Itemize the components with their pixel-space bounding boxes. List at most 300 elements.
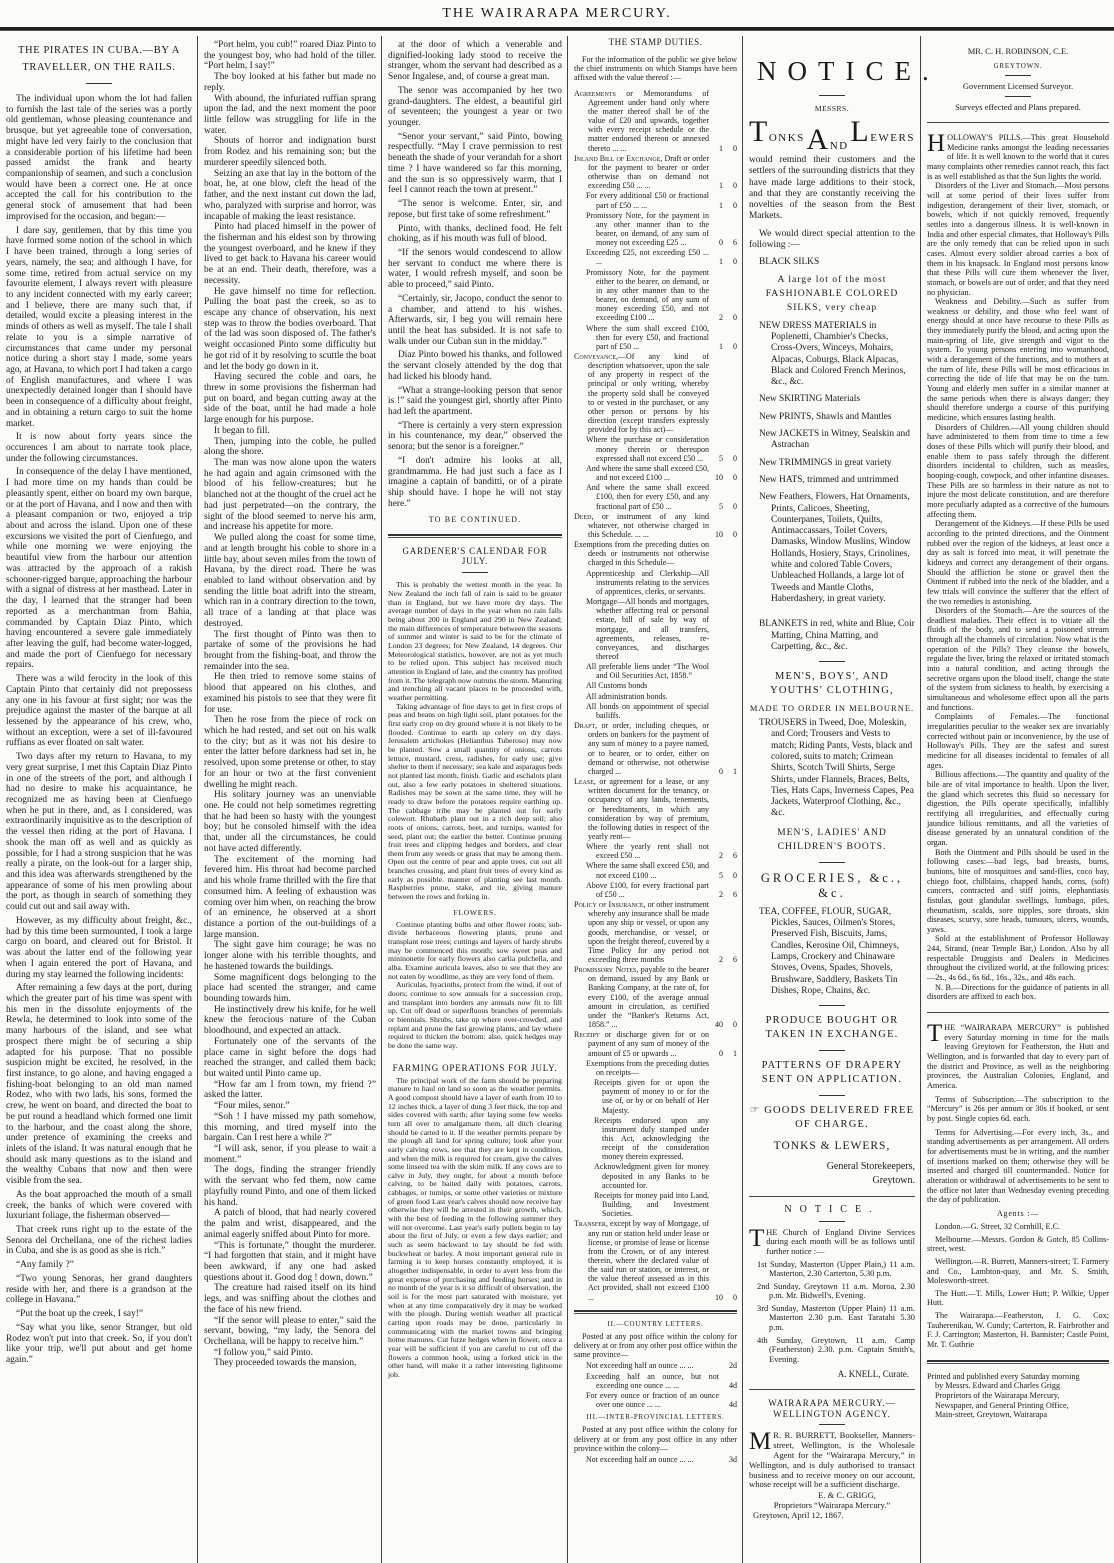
- story-paragraph: The sight gave him courage; he was no longer alone with his terrible thoughts, and he hastened towards the buildings.: [204, 940, 376, 972]
- country-letters-heading: II.—COUNTRY LETTERS.: [607, 1319, 704, 1328]
- holloway-paragraph: Weakness and Debility.—Such as suffer from weakness or debility, and those who feel want of energy should at once have recourse to these Pills as they immediately purify the blood, and acting upon the main-spring of life, give strength and vigor to the system. To young persons entering into womanhood, with a derangement of the functions, and to mothers at the turn of life, these Pills will be most efficacious in correcting the tide of life that may be on the turn. Young and elderly men suffer in a similar manner at the same periods when there is always danger; they should therefore undergo a course of this purifying medicine, which ensures lasting health.: [927, 297, 1109, 423]
- story-paragraph: After remaining a few days at the port, during which the greater part of his time was spent with his men in the dissolute enjoyments of the Rewla, he determined to look into some of the many harbours of the island, and see what prospect there might be of securing a ship adapted for his purpose. That no possible suspicion might be excited, he resolved, in the first instance, to go alone, and having engaged a fishing-boat belonging to an old man named Rodez, who with two lads, his sons, formed the crew, he went on board, and directed the boat to be put round a headland which formed one limit to the harbour, and the coast along the shore, under pretence of examining the creeks and inlets of the island. It was natural enough that he should ask many questions as to the island and the wealthy Cubans that now and then were visible from the sea.: [6, 983, 192, 1187]
- holloway-paragraph: Sold at the establishment of Professor Holloway 244, Strand, (near Temple Bar,) London. Also by all respectable Druggists and Dealers in Medicines throughout the civilized world, at the following prices:—2s., 4s 6d., 6s 6d., 16s., 32s., and 48s each.: [927, 934, 1109, 983]
- holloway-paragraph: N. B.—Directions for the guidance of patients in all disorders are affixed to each box.: [927, 982, 1109, 1002]
- story-paragraph: He then tried to remove some stains of blood that appeared on his clothes, and examined his pistols to see that they were fit for use.: [204, 672, 376, 715]
- story-paragraph: They proceeded towards the mansion,: [214, 1358, 357, 1369]
- holloway-paragraph: Billious affections.—The quantity and quality of the bile are of vital importance to health. Upon the liver, the gland which secretes this fluid so necessary for digestion, the Pills operate specifically, infallibly rectifying all irregularities, and effectually curing jaundice bilious remittants, and all the varieties of disease generated by an unnatural condition of the organ.: [927, 770, 1109, 847]
- stamp-duty-label: [574, 1116, 709, 1162]
- story-paragraph: “If the senors would condescend to allow her servant to conduct me where there is water, I would refresh myself, and soon be able to proceed,” said Pinto.: [388, 247, 562, 291]
- country-letters-intro: Posted at any post office within the colony for delivery at or from any other post office within the same province—: [574, 1331, 737, 1360]
- delivered-line: [749, 1104, 915, 1132]
- story-paragraph: The dogs, finding the stranger friendly with the servant who fed them, now came playfully round Pinto, and one of them licked his hand.: [204, 1165, 376, 1208]
- story-paragraph: A patch of blood, that had nearly covered the palm and wrist, disappeared, and the animal eagerly sniffed about Pinto for more.: [204, 1208, 376, 1240]
- stamp-duty-label: [574, 1078, 709, 1115]
- story-paragraph: “Say what you like, senor Stranger, but old Rodez won't put into that creek. So, if you don't like your trip, we'll put about and get home again.”: [6, 1322, 192, 1365]
- agent-entry: The Hutt.—T. Mills, Lower Hutt; P. Wilkie, Upper Hutt.: [927, 1288, 1109, 1308]
- stamp-duty-row: [574, 464, 737, 482]
- agency-proprietors: Proprietors “Wairarapa Mercury.”: [773, 1500, 891, 1511]
- stamp-duty-row: [574, 1030, 737, 1057]
- duty-shillings: 40: [715, 1020, 723, 1030]
- mercury-intro: THE “WAIRARAPA MERCURY” is published every Saturday morning in time for the mails leaving Greytown for Featherston, the Hutt and Wellington, and is forwarded that day to every part of the district and Province, as well as the neighboring provinces, the Australian Colonies, England, and America.: [927, 1020, 1109, 1090]
- stamp-duty-head: Transfer,: [574, 1219, 608, 1229]
- duty-pence: 0: [733, 870, 737, 880]
- story-paragraph: As the boat approached the mouth of a small creek, the banks of which were covered with luxuriant foliage, the fisherman observed—: [6, 1189, 192, 1222]
- stamp-duty-row: [574, 435, 737, 462]
- imprint-line: Printed and published every Saturday morning: [927, 1371, 1080, 1381]
- stamp-duty-text: Receipts endorsed upon any instrument duly stamped under this Act, acknowledging the receipt of the consideration money therein expressed.: [594, 1115, 709, 1162]
- agent-entry: The Wairarapa.—Featherston, J. G. Cox; Tauherenikau, W. Cundy; Carterton, R. Fairbrother and F. J. Carrington; Masterton, H. Bannister; Castle Point, Mr. T. Guthrie: [927, 1311, 1109, 1350]
- stamp-duty-label: [574, 512, 709, 539]
- duty-shillings: 5: [719, 453, 723, 463]
- groceries-heading: GROCERIES, &c., &c.: [760, 870, 904, 900]
- stamp-duty-row: [574, 89, 737, 153]
- stamp-duty-label: [574, 248, 709, 266]
- church-signed: A. KNELL, Curate.: [837, 1369, 909, 1380]
- agency-title: WAIRARAPA MERCURY.—WELLINGTON AGENCY.: [768, 1398, 896, 1420]
- stamp-duty-head: Draft,: [574, 721, 598, 731]
- inter-provincial-rates: [574, 1455, 737, 1464]
- holloway-paragraph: Both the Ointment and Pills should be used in the following cases:—bad legs, bad breasts, burns, bunions, bite of mosquitoes and sand-flies, coco bay, chiego foot, chilblains, chapped hands, corns, (soft) cancers, contracted and stiff joints, elephantiasis fistulas, gout glandular swellings, lumbago, piles, rheumatism, scalds, sore nipples, sore throats, skin diseases, scurvy, sore heads, tumours, ulcers, wounds, yaws.: [927, 847, 1109, 934]
- agency-signed: E. & C. GRIGG,: [818, 1490, 876, 1501]
- story-paragraph: “The senor is welcome. Enter, sir, and repose, but first take of some refreshment.”: [388, 199, 562, 220]
- stamp-duty-label: [574, 842, 709, 860]
- stamp-duty-text: or order, including cheques, or orders on bankers for the payment of any sum of money to a payee named, or to bearer, or to order, either on demand or otherwise, not otherwise charged ...: [588, 721, 709, 776]
- story-paragraph: Then, jumping into the coble, he pulled along the shore.: [204, 436, 376, 458]
- stamp-duty-label: [574, 597, 709, 661]
- section-rule: [388, 534, 562, 538]
- stamp-duty-text: Receipts for money paid into Land, Building, and Investment Societies.: [594, 1190, 709, 1219]
- story-paragraph: With abound, the infuriated ruffian sprang upon the lad, and the next moment the poor little fellow was struggling for life in the water.: [204, 93, 376, 136]
- farming-body: [388, 1077, 562, 1380]
- section-rule: [749, 1389, 915, 1390]
- robinson-services: Surveys effected and Plans prepared.: [955, 102, 1081, 112]
- duty-shillings: 5: [719, 501, 723, 511]
- farming-paragraph: The principal work of the farm should be preparing manure to haul on land so soon as the weather permits. A good compost should have a layer of earth from 10 to 12 inches thick, a layer of dung 3 feet thick, the top and sides covered with earth; after laying some few weeks turn all over to amalgamate them, all ditch clearing should be carted to it. If the weather permits prepare by the plough all land for spring culture; look after your early calving cows, see that they are kept in condition, and when the milk is required for cream, give the calves some linseed tea with the skim milk. If any cows are to calve in July, they ought, for about a month before calving, to be baited daily with potatoes, carrots, cabbages, or turnips, or some other varieties or mixture of green food Last year's calves should now receive hay otherwise they will be arrested in their growth, which, with the best of feeding in the following summer they will not overcome. Last year's early pullets begin to lay about the first of July, or even a few days earlier; and such as seem backward to lay should be fed with buckwheat or barley. A most important general rule in farming is to keep horses constantly employed, it is altogether indispensable, in order to avert less from the great expense of purchasing and feeding horses; and in no month of the year is it so difficult of observation, the soil is for the most part saturated with moisture, yet when at any time comparatively dry it may be worked with the plough. During wettish weather all practical carting upon roads may be done, particularly in communicating with the market towns and bringing home manures. Cut furze hedges when in flower, once a year will be sufficient if you are careful to cut off the flowers a common hook, using a forked stick in the other hand, will make it a rather interesting lightsome job.: [388, 1075, 562, 1379]
- section-rule: [749, 1196, 915, 1197]
- story-paragraph: I dare say, gentlemen, that by this time you have formed some notion of the school in which I have been trained, through a long series of years, namely, the sea; and although I have, for some time, retired from actual service on my favourite element, I always revert with pleasure to any incident connected with my early career; and I believe, there are many such that, if detailed, would excite a pleasing interest in the minds of others as well as myself. The tale I shall relate to you is a simple narrative of circumstances that came under my personal notice during a short stay I made, some years ago, at Havana, to which port I had taken a cargo of English manufactures, and where I was unexpectedly detained longer than I should have been in consequence of a difficulty about freight, and in obtaining a return cargo to suit the home market.: [6, 225, 192, 429]
- duty-pence: 6: [733, 851, 737, 861]
- story-paragraph: “Two young Senoras, her grand daughters reside with her, and there is a grandson at the college in Havana.”: [6, 1273, 192, 1306]
- flowers-paragraph: Auriculas, hyacinths, protect from the wind, if out of doors; continue to sow annuals for a succession crop, and transplant into borders any annuals now fit to fill up. Cut off dead or superfluous branches of perennials or biennials. Shrubs, take up where over-crowded, and replant and prune the fast growing plants, and lay where required to thicken the bottom: also, quick hedges may be done the same way.: [388, 980, 562, 1050]
- stamp-duty-label: [574, 702, 709, 720]
- tonks-place: Greytown.: [872, 1175, 915, 1187]
- stamp-duty-text: And where the same shall exceed £50, and not exceed £100 ...: [586, 463, 709, 483]
- postage-rate-label: Exceeding half an ounce, but not exceeding one ounce ... ...: [586, 1371, 719, 1390]
- stamp-duty-text: Exemptions from the preceding duties on receipts—: [586, 1058, 709, 1077]
- stamp-duty-label: [574, 483, 709, 510]
- column-6: [921, 36, 1114, 1563]
- stamp-duty-row: [574, 662, 737, 680]
- stamp-duty-head: Lease,: [574, 777, 596, 787]
- stamp-duty-text: or agreement for a lease, or any written document for the tenancy, or occupancy of any lands, tenements, or hereditaments, in which any consideration by way of premium, the following duties in respect of the yearly rent—: [588, 777, 709, 841]
- stamp-duty-head: Conveyance,: [574, 352, 619, 361]
- stamp-duty-text: Draft or order for the payment to bearer or order otherwise than on demand not exceeding £50 ... ...: [588, 153, 710, 191]
- stamp-duty-text: For every additional £50 or fractional part of £50 ... ...: [586, 191, 709, 210]
- postage-rate-price: 4d: [729, 1380, 737, 1390]
- divider: [1005, 96, 1031, 97]
- delivered-text: GOODS DELIVERED FREE OF CHARGE.: [764, 1105, 915, 1131]
- stamp-duty-label: [574, 352, 709, 434]
- story-body-col1: [6, 94, 192, 1366]
- duty-shillings: 5: [719, 870, 723, 880]
- duty-pence: 6: [733, 955, 737, 964]
- duty-pence: 6: [733, 889, 737, 899]
- to-be-continued: TO BE CONTINUED.: [428, 515, 522, 525]
- story-paragraph: Having secured the coble and oars, he threw in some provisions the fisherman had put on board, and began cutting away at the side of the boat, until he had made a hole large enough for his purpose.: [204, 372, 376, 426]
- imprint-line: Main-street, Greytown, Wairarapa: [935, 1410, 1047, 1420]
- divider: [819, 1050, 845, 1051]
- gardener-section: [388, 546, 562, 1379]
- agent-entry: Wellington.—R. Burrett, Manners-street; T. Farmery and Co., Lambton-quay, and Mr. S. Smith, Molesworth-street.: [927, 1256, 1109, 1286]
- stamp-duty-label: [574, 1162, 709, 1189]
- postage-rate-row: [574, 1391, 737, 1409]
- imprint-line: Newspaper, and General Printing Office,: [935, 1400, 1069, 1410]
- story-paragraph: The individual upon whom the lot had fallen to furnish the last tale of the series was a portly old gentleman, whose pleasing countenance and brusque, but yet agreeable tone of conversation, might have led very fairly to the conclusion that a considerable portion of his lifetime had been passed amidst the frank and hearty companionship of seamen, and such a conclusion would have been a correct one. He at once accepted the call for his contribution to the general stock of amusement that had been improvised for the occasion, and began:—: [6, 94, 192, 222]
- duty-shillings: 10: [715, 473, 723, 483]
- stamp-duty-label: [574, 324, 709, 351]
- pointing-hand-icon: ☞: [749, 1105, 765, 1117]
- church-notice: [749, 1205, 915, 1381]
- stamp-duty-row: [574, 512, 737, 539]
- story-paragraph: “There is certainly a very stern expression in his countenance, my dear,” observed the senora; but the senor is a foreigner.”: [388, 420, 562, 453]
- stamp-duty-row: [574, 777, 737, 841]
- stamp-duty-text: Mortgage—All bonds and mortgages, whether affecting real or personal estate, bill of sale by way of mortgage, and all transfers, agreements, releases, re-conveyances, and discharges thereof: [586, 597, 709, 661]
- story-paragraph: “Four miles, senor.”: [214, 1101, 290, 1112]
- story-paragraph: Two days after my return to Havana, to my very great surprise, I met this Captain Diaz Pinto in one of the streets of the port, and although I had no desire to make his acquaintance, he recognized me as having been at Cienfuego when he put in there, and, as I considered, was extraordinarily inquisitive as to the description of the vessel then riding at the port of Havana. I shook the man off as well and as quickly as possible, for I had a strong suspicion that he was really a pirate, on the look-out for a larger ship, and this idea was afterwards strengthened by the appearance of some of his men prowling about the port, as though in search of something they could cut out and sail away with.: [6, 752, 192, 913]
- clothing-heading: MEN'S, BOYS', AND YOUTHS' CLOTHING,: [770, 671, 894, 697]
- stamp-duty-label: [574, 692, 709, 701]
- stamp-duty-label: [574, 965, 709, 1029]
- divider: [1005, 75, 1031, 76]
- divider: [819, 95, 845, 96]
- stamp-duties-list: [574, 89, 737, 1302]
- stamp-duty-row: [574, 692, 737, 701]
- agent-entry: Melbourne.—Messrs. Gordon & Gotch, 85 Collins-street, west.: [927, 1234, 1109, 1254]
- duty-shillings: 2: [719, 313, 723, 323]
- duty-pence: 0: [733, 1020, 737, 1030]
- duty-shillings: 10: [715, 1292, 723, 1302]
- ad-item: New SKIRTING Materials: [759, 394, 860, 405]
- story-paragraph: He instinctively drew his knife, for he well knew the ferocious nature of the Cuban bloodhound, and expected an attack.: [204, 1004, 376, 1037]
- masthead-rule: [0, 27, 1114, 31]
- stamp-duty-text: Exemptions from the preceding duties on deeds or instruments not otherwise charged in this Schedule—: [574, 540, 709, 568]
- story-paragraph: “If the senor will please to enter,” said the servant, bowing, “my lady, the Senora del Orchellana, will be happy to receive him.”: [204, 1315, 376, 1347]
- stamp-duty-label: [574, 1191, 709, 1218]
- stamp-duty-text: Where the same shall exceed £50, and not exceed £100 ...: [586, 861, 709, 880]
- stamp-duty-row: [574, 483, 737, 510]
- section-rule: [927, 1012, 1109, 1013]
- stamp-duty-head: Receipt: [574, 1030, 600, 1040]
- imprint-line: by Messrs. Edward and Charles Grigg: [935, 1381, 1061, 1391]
- groceries-list: TEA, COFFEE, FLOUR, SUGAR, Pickles, Sauces, Oilmen's Stores, Preserved Fish, Biscuits, Jams, Candles, Kerosine Oil, Chimneys, Lamps, Crockery and Chinaware Stoves, Ovens, Spades, Shovels, Brushware, Saddlery, Baskets Tin Dishes, Rope, Chains, &c.: [759, 906, 900, 996]
- story-paragraph: “I will ask, senor, if you please to wait a moment.”: [204, 1144, 376, 1165]
- ad-item: New TRIMMINGS in great variety: [759, 457, 892, 468]
- stamp-duty-label: [574, 435, 709, 462]
- story-paragraph: Some magnificent dogs belonging to the place had scented the stranger, and came bounding towards him.: [204, 972, 376, 1004]
- stamp-duty-label: [574, 268, 709, 323]
- church-notice-intro: THE Church of England Divine Services during each month will be as follows until further notice :—: [749, 1224, 915, 1256]
- holloway-paragraph: Derangement of the Kidneys.—If these Pills be used according to the printed directions, and the Ointment rubbed over the region of the kidneys, at least once a day as salt is forced into meat, it will penetrate the kidneys and correct any derangement of their organs. Should the affliction be stone or gravel then the Ointment if rubbed into the neck of the bladder, and a few trials will convince the sufferer that the effect of the two remedies is astonishing.: [927, 519, 1109, 606]
- stamp-duty-row: [574, 861, 737, 879]
- duty-shillings: 1: [719, 143, 723, 153]
- postage-rate-price: 2d: [729, 1361, 737, 1371]
- stamp-duty-label: [574, 881, 709, 899]
- duty-shillings: 10: [715, 529, 723, 539]
- notice-heading: NOTICE.: [757, 56, 940, 86]
- ad-item: New PRINTS, Shawls and Mantles: [759, 411, 892, 422]
- stamp-duty-text: All administration bonds.: [586, 691, 668, 701]
- stamp-duty-row: [574, 211, 737, 248]
- duty-shillings: 2: [719, 955, 723, 964]
- ad-item: BLACK SILKS: [759, 257, 820, 268]
- stamp-duty-text: or discharge given for or on payment of any sum of money of the amount of £5 or upwards ...: [588, 1030, 709, 1058]
- stamp-duty-text: or instrument of any kind whatever, not otherwise charged in this Schedule. ... ...: [588, 511, 709, 539]
- stamp-duty-label: [574, 681, 709, 690]
- story-paragraph: There was a wild ferocity in the look of this Captain Pinto that certainly did not prepossess any one in his favour at first sight; nor was the prejudice against the master of the barque at all lessened by the appearance of his crew, who, without an exception, were a set of ill-favoured ruffians as ever floated on salt water.: [6, 674, 192, 749]
- flowers-paragraph: Continue planting bulbs and other flower roots; sub-divide herbaceous flowering plants, prune and transplant rose trees; cuttings and layers of hardy shrubs may be commenced this month; sow sweet peas and mininonette for early flowers also carlia pulchella, and alba. Examine auricula leaves, also to see that they are not eaten by woodlime, as they are very fond of them.: [388, 919, 562, 981]
- stamp-duty-row: [574, 597, 737, 661]
- robinson-town: GREYTOWN.: [993, 62, 1043, 70]
- duty-pence: 0: [733, 473, 737, 483]
- divider: [462, 572, 488, 573]
- stamp-duty-text: All preferable liens under “The Wool and Oil Securities Act, 1858.”: [586, 662, 709, 681]
- divider: [819, 1095, 845, 1096]
- holloway-paragraph: Complaints of Females.—The functional irregularities peculiar to the weaker sex are invariably corrected without pain or inconvenience, by the use of Holloway's Pills. They are the safest and surest medicine for all diseases incidental to females of all ages.: [927, 712, 1109, 770]
- patterns-line: PATTERNS OF DRAPERY SENT ON APPLICATION.: [761, 1060, 903, 1086]
- tonks-intro: would remind their customers and the settlers of the surrounding districts that they have made large additions to their stock, and that they are constantly receiving the novelties of the season from the Best Markets.: [749, 155, 915, 222]
- duty-shillings: 0: [719, 766, 723, 776]
- clothing-subheading: MADE TO ORDER IN MELBOURNE.: [749, 703, 915, 714]
- holloway-paragraph: HOLLOWAY'S PILLS.—This great Household Medicine ranks amongst the leading necessaries of life. It is well known to the world that it cures many complaints other remedies cannot reach, this fact is as well established as that the Sun lights the world.: [927, 130, 1109, 181]
- duty-pence: 0: [733, 313, 737, 323]
- stamp-duty-text: or Memorandums of Agreement under hand only where the matter thereof shall be of the value of £20 and upwards, together with every receipt schedule or the matter endorsed thereon or annexed thereto ... ...: [588, 88, 709, 153]
- duty-shillings: 1: [719, 341, 723, 351]
- postage-rate-label: Not exceeding half an ounce ... ...: [586, 1454, 694, 1464]
- stamp-duty-text: Promissory Note, for the payment in any other manner than to the bearer, on demand, of any sum of money not exceeding £25 ...: [586, 210, 709, 248]
- section-rule: [927, 1360, 1109, 1364]
- church-service-line: 1st Sunday, Masterton (Upper Plain,) 11 a.m. Masterton, 2.30 Carterton, 5.30 p.m.: [757, 1259, 915, 1279]
- firm-word: TONKS: [749, 115, 805, 148]
- story-paragraph: “What a strange-looking person that senor is !” said the youngest girl, shortly after Pinto had left the apartment.: [388, 385, 562, 417]
- agents-heading: Agents :—: [996, 1208, 1040, 1218]
- holloway-ad: [927, 130, 1109, 1002]
- stamp-duty-text: Where the sum shall exceed £100, then for every £50, and fractional part of £50 ...: [586, 323, 709, 351]
- stamp-duty-text: Promissory Note, for the payment either to the bearer, on demand, or in any other manner than to the bearer, on demand, of any sum of money exceeding £50, and not exceeding £100 ...: [586, 267, 709, 323]
- duty-shillings: 0: [719, 238, 723, 248]
- stamp-duty-label: [574, 1219, 709, 1301]
- stamp-duty-label: [574, 861, 709, 879]
- holloway-paragraph: Disorders of Children.—All young children should have administered to them from time to time a few doses of these Pills which will purify their blood, and enable them to pass safely through the different disorders incidental to children, such as measles, hooping-cough, cowpock, and other infantine diseases. These Pills are so harmless in their nature as not to injure the most delicate constitution, and are therefore more peculiarly adapted as a corrective of the humours affecting them.: [927, 422, 1109, 519]
- stamp-duty-text: Receipts given for or upon the payment of money to or for the use of, or by or on behalf of Her Majesty.: [594, 1078, 709, 1115]
- stamp-duty-text: —Of any kind of description whatsoever, upon the sale of any property in respect of the principal or only writing, whereby the property sold shall be conveyed to or vested in the purchaser, or any other person or persons by his direction (except transfers expressly provided for by this act)—: [588, 352, 709, 435]
- stamp-duty-label: [574, 900, 709, 964]
- story-paragraph: In consequence of the delay I have mentioned, I had more time on my hands than could be pleasantly spent, either on board my own barque, or at the port of Havana, and I now and then with a pleasant companion or two, enjoyed a trip about and across the island. Upon one of these excursions we visited the port of Cienfuego, and while one morning we were enjoying the beautiful view from the harbour our attention was attracted by the approach of a rakish schooner-rigged barque, approaching the harbour with a signal of distress at her masthead. Later in the day, I learned that the stranger had been reported as a merchantman from Bahia, commanded by Captain Diaz Pinto, which having encountered a severe gale immediately after leaving the gulf, had become water-logged, and made the port of Cienfuego for necessary repairs.: [6, 467, 192, 671]
- stamp-duty-row: [574, 1191, 737, 1218]
- divider: [819, 1221, 845, 1222]
- stamp-duty-head: Agreements: [574, 88, 616, 98]
- duty-shillings: 0: [719, 1048, 723, 1058]
- duty-pence: 0: [733, 200, 737, 210]
- tonks-attention: We would direct special attention to the following :—: [749, 228, 915, 251]
- farming-headline: FARMING OPERATIONS FOR JULY.: [392, 1062, 558, 1073]
- story-paragraph: The first thought of Pinto was then to partake of some of the provisions he had brought from the fishing-boat, and throw the remainder into the sea.: [204, 629, 376, 672]
- stamp-duty-label: [574, 777, 709, 841]
- stamp-duty-text: or other instrument whereby any insurance shall be made upon any ship or vessel, or upon any goods, merchandise, or vessel, or upon the freight thereof, covered by a Time Policy for any period not exceeding three months: [588, 900, 709, 964]
- stamp-duty-head: Policy of Insurance,: [574, 900, 646, 910]
- messrs-label: MESSRS.: [814, 104, 850, 113]
- duty-pence: 1: [733, 1048, 737, 1058]
- stamp-duty-row: [574, 965, 737, 1029]
- postage-rate-label: Not exceeding half an ounce ... ...: [586, 1361, 694, 1371]
- firm-word: LEWERS: [850, 115, 915, 148]
- story-paragraph: “Senor your servant,” said Pinto, bowing respectfully. “May I crave permission to rest beneath the shade of your verandah for a short time ? I have wandered so far this morning, and the sun is so oppressively warm, that I feel I cannot reach the town at present.”: [388, 131, 562, 196]
- ad-item: New HATS, trimmed and untrimmed: [759, 474, 899, 485]
- agency-text: MR. R. BURRETT, Bookseller, Manners-street, Wellington, is the Wholesale Agent for the “Wairarapa Mercury,” in Wellington, and is duly authorised to transact business and to receive money on our account, whose receipt will be a sufficient discharge.: [749, 1428, 915, 1490]
- duty-pence: 0: [733, 1292, 737, 1302]
- newspaper-masthead: THE WAIRARAPA MERCURY.: [442, 6, 672, 21]
- stamp-duty-label: [574, 721, 709, 776]
- stamp-duties-title: THE STAMP DUTIES.: [608, 37, 703, 47]
- column-3: [382, 36, 568, 1563]
- holloway-paragraph: Disorders of the Stomach.—Are the sources of the deadliest maladies. Their effect is to vitiate all the fluids of the body, and to send a poisoned stream through all the channels of circulation. Now what is the operation of the Pills? They cleanse the bowels, regulate the liver, bring the relaxed or irritated stomach into a natural condition, and acting through the secretive organs upon the blood itself, change the state of the system from sickness to health, by exercising a simultaneous and wholesome effect upon all the parts and functions.: [927, 606, 1109, 712]
- duty-pence: 0: [733, 341, 737, 351]
- story-paragraph: The senor was accompanied by her two grand-daughters. The eldest, a beautiful girl of seventeen; the youngest a year or two younger.: [388, 85, 562, 129]
- story-paragraph: It began to fill.: [214, 425, 270, 436]
- stamp-duty-row: [574, 881, 737, 899]
- stamp-duty-label: [574, 191, 709, 209]
- duty-shillings: 2: [719, 851, 723, 861]
- stamp-duty-label: [574, 540, 709, 567]
- story-paragraph: We pulled along the coast for some time, and at length brought his coble to shore in a little bay, about seven miles from the town of Havana, by the direct road. There he was enabled to land without observation and by sending the little boat adrift into the stream, which ran in a contrary direction to the town, all trace of a landing at that place was destroyed.: [204, 533, 376, 629]
- stamp-duty-row: [574, 191, 737, 209]
- story-paragraph: Diaz Pinto bowed his thanks, and followed the servant closely attended by the dog that had licked his bloody hand.: [388, 350, 562, 382]
- ad-item: BLANKETS in red, white and Blue, Coir Matting, China Matting, and Carpetting, &c., &c.: [759, 619, 915, 652]
- divider: [819, 1424, 845, 1425]
- story-paragraph: Pinto had placed himself in the power of the fisherman and his eldest son by throwing the youngest overboard, and he knew if they lived to get back to Havana his career would be at an end. Their death, therefore, was a necessity.: [204, 222, 376, 286]
- imprint-line: Proprietors of the Wairarapa Mercury,: [935, 1391, 1060, 1401]
- stamp-duty-text: Above £100, for every fractional part of £50 ...: [586, 880, 709, 899]
- duty-pence: 0: [733, 181, 737, 191]
- church-services: [749, 1260, 915, 1365]
- divider: [819, 862, 845, 863]
- church-notice-title: NOTICE.: [784, 1204, 880, 1216]
- story-paragraph: The excitement of the morning had fevered him. His throat had become parched and his whole frame thrilled with the fire that consumed him. A feeling of exhaustion was coming over him when, on reaching the brow of an eminence, he observed at a short distance a portion of the out-buildings of a large mansion.: [204, 854, 376, 940]
- stamp-duty-text: Exceeding £25, not exceeding £50 ... ...: [586, 248, 709, 267]
- duty-shillings: 1: [719, 257, 723, 267]
- story-paragraph: at the door of which a venerable and dignified-looking lady stood to receive the stranger, whom the servant had described as a Senor Ingalese, and, of course a great man.: [388, 40, 562, 83]
- column-5: [743, 36, 940, 1563]
- story-paragraph: That creek runs right up to the estate of the Senora del Orchellana, one of the richest ladies in Cuba, and she is as good as she is rich.”: [6, 1225, 192, 1257]
- gardener-paragraph: Taking advantage of fine days to get in first crops of peas and beans on high light soil, plant potatoes for the first early crop on dry ground where it is not likely to be flooded. Continue to earth up celery on dry days. Jerusalem artichokes (Helianthus Tuberoso) may now be planted. Sow a small quantity of onions, carrots lettuce, mustard, cress, radishes, for early use; give shelter to them if necessary; sea kale and asparagus beds not planted last month, finish. Garlic and eschalots plant out, also a few early potatoes in sheltered situations. Radishes may be sown at the same time, they will be ready to draw before the potatoes require earthing up. The cabbage tribe may be planted out for early colewort. Rhubarb plant out in a rich deep soil; also roots of onions, carrots, beet, and turnips, wanted for seed, plant out; the earlier the better. Continue pruning fruit trees and clipping hedges and borders, and clear them from any weeds or grass that may be among them. Open out the centre of pear and apple trees, cut out all branches crossing, and plant fruit trees of every kind as early as possible. manner of planting see last month. Raspberries prune, stake, and tie, giving manure between the rows and forking in.: [388, 701, 562, 902]
- story-paragraph: The man was now alone upon the waters he had again and again crimsoned with the blood of his fellow-creatures; but he blanched not at the thought of the cruel act he had just perpetrated—on the contrary, the sight of the blood seemed to nerve his arm, and increase his appetite for more.: [204, 458, 376, 533]
- mercury-subscription: Terms of Subscription.—The subscription to the “Mercury” is 26s per annum or 30s if booked, or sent by post. Single copies 6d. each.: [927, 1094, 1109, 1123]
- story-paragraph: He gave himself no time for reflection. Pulling the boat past the creek, so as to escape any chance of observation, his next step was to throw the bodies overboard. That of the lad was soon disposed of. The father's weight occasioned Pinto some difficulty but he got rid of it by resolving to scuttle the boat and let the body go down in it.: [204, 286, 376, 372]
- gardener-paragraph: This is probably the wettest month in the year. In New Zealand the inch fall of rain is said to be greater than in England, but we have more dry days. The average number of days in the year when no rain falls being about 200 in England and 290 in New Zealand; the main differences of temperature between the seasons of summer and winter is said to be for the climate of London 23 degrees; for New Zealand, 14 degrees. Our Meteorological statistics, however, are not as yet much to be relied upon. This subject has received much attention in England of late, and the country has profited from it. The telegraph now outruns the storm. Manuring and trenching all vacant places to be proceeded with, weather permitting.: [388, 580, 562, 702]
- postage-rate-row: [574, 1361, 737, 1370]
- postage-rate-row: [574, 1455, 737, 1464]
- agent-entry: London.—G. Street, 32 Cornhill, E.C.: [935, 1221, 1061, 1231]
- stamp-duty-row: [574, 248, 737, 266]
- ad-item: A large lot of the most FASHIONABLE COLORED SILKS, very cheap: [765, 273, 899, 313]
- tonks-signature: TONKS & LEWERS,: [773, 1140, 891, 1153]
- stamp-duty-row: [574, 721, 737, 776]
- agency-dateline: Greytown, April 12, 1867.: [753, 1510, 844, 1521]
- story-paragraph: “Certainly, sir, Jacopo, conduct the senor to a chamber, and attend to his wishes. Afterwards, sir, I beg you will remain here until the heat has subsided. It is not safe to walk under our Cuban sun in the midday.”: [388, 293, 562, 347]
- story-paragraph: “Any family ?”: [16, 1260, 74, 1271]
- postage-rate-price: 4d: [729, 1400, 737, 1410]
- gardener-headline: GARDENER'S CALENDAR FOR JULY.: [402, 546, 548, 567]
- story-paragraph: “I follow you,” said Pinto.: [214, 1347, 313, 1358]
- inter-provincial-heading: III.—INTER-PROVINCIAL LETTERS.: [586, 1413, 725, 1422]
- divider: [819, 661, 845, 662]
- gardener-body: [388, 581, 562, 901]
- story-paragraph: Then he rose from the piece of rock on which he had rested, and set out on his walk to the city; but as it was not his desire to enter the latter before darkness had set in, he resolved, upon some pretense or other, to stay for an hour or two at the first convenient dwelling he might reach.: [204, 715, 376, 790]
- agents-list: [927, 1222, 1109, 1350]
- stamp-duty-row: [574, 1219, 737, 1301]
- boots-line: MEN'S, LADIES' AND CHILDREN'S BOOTS.: [777, 826, 887, 852]
- stamp-duty-row: [574, 900, 737, 964]
- stamp-duty-row: [574, 268, 737, 323]
- ad-item: NEW DRESS MATERIALS in Poplenetti, Chambier's Checks, Cross-Overs, Winceys, Mohairs, Alpacas, Coburgs, Black Alpacas, Black and Colored French Merinos, &c., &c.: [759, 320, 906, 388]
- ad-item: New JACKETS in Witney, Sealskin and Astrachan: [759, 429, 910, 451]
- story-body-col3: [388, 40, 562, 509]
- section-rule: [574, 1310, 737, 1314]
- story-paragraph: “Soh ! I have missed my path somehow, this morning, and tired myself into the bargain. Can I rest here a while ?”: [204, 1111, 376, 1144]
- postage-rate-row: [574, 1372, 737, 1390]
- duty-pence: 0: [733, 257, 737, 267]
- stamp-duty-row: [574, 540, 737, 567]
- duty-pence: 6: [733, 238, 737, 248]
- story-paragraph: The creature had raised itself on its hind legs, and was sniffing about the clothes and the face of his new friend.: [204, 1283, 376, 1315]
- stamp-duty-text: And where the same shall exceed £100, then for every £50, and any fractional part of £50 ...: [586, 483, 709, 511]
- stamp-duty-row: [574, 569, 737, 596]
- church-service-line: 3rd Sunday, Masterton (Upper Plain) 11 a.m. Masterton 2.30 p.m. East Taratahi 5.30 p.m.: [757, 1303, 915, 1333]
- robinson-title: Government Licensed Surveyor.: [962, 81, 1074, 91]
- imprint: [927, 1372, 1109, 1420]
- column-2: [198, 36, 382, 1563]
- story-paragraph: Pinto, with thanks, declined food. He felt choking, as if his mouth was full of blood.: [388, 223, 562, 245]
- column-1: [0, 36, 198, 1563]
- story-headline: THE PIRATES IN CUBA.—BY A TRAVELLER, ON THE RAILS.: [18, 45, 180, 73]
- stamp-duty-text: payable to the bearer on demand, issued by any Bank or Banking Company, at the rate of, for every £100, of the average annual amount in circulation, as certified under the “Banker's Returns Act, 1858.” ...: [588, 965, 709, 1030]
- stamp-duty-text: Where the yearly rent shall not exceed £50 ...: [586, 842, 709, 861]
- duty-shillings: 2: [719, 889, 723, 899]
- duty-shillings: 1: [719, 181, 723, 191]
- stamp-duty-text: Acknowledgment given for money deposited in any Banks to be accounted for.: [594, 1162, 709, 1190]
- section-rule: [927, 122, 1109, 123]
- robinson-name: MR. C. H. ROBINSON, C.E.: [967, 46, 1069, 56]
- stamp-duty-text: All bonds on appointment of special bailiffs.: [586, 701, 709, 720]
- story-paragraph: His solitary journey was an unenviable one. He could not help sometimes regretting that he had been so hasty with the youngest boy; but he consoled himself with the idea that, under all the circumstances, he could not have acted differently.: [204, 790, 376, 854]
- stamp-duty-label: [574, 662, 709, 680]
- stamp-duty-row: [574, 702, 737, 720]
- church-service-line: 4th Sunday, Greytown, 11 a.m. Camp (Featherston) 2.30. p.m. Captain Smith's, Evening.: [757, 1335, 915, 1364]
- stamp-duty-row: [574, 154, 737, 191]
- stamp-duty-row: [574, 1059, 737, 1077]
- stamp-duty-text: except by way of Mortgage, of any run or station held under lease or license, or promise of lease or license from the Crown, or of any interest therein, where the declared value of the said run or station, or interest, or the value thereof assessed as in this Act provided, shall not exceed £100 ...: [588, 1219, 709, 1302]
- firm-word: AND: [806, 123, 849, 156]
- divider: [86, 83, 112, 84]
- stamp-duty-label: [574, 211, 709, 248]
- stamp-duty-row: [574, 1116, 737, 1162]
- mercury-advertising: Terms for Advertising.—For every inch, 3s., and standing advertisements as per arrangement. All orders for advertisements must be in writing, and the number of insertions marked on them; otherwise they will be inserted and charged till countermanded. Notice for alteration or withdrawal of advertisements to be sent to the office not later than Wednesday evening preceding the day of publication.: [927, 1127, 1109, 1205]
- stamp-duties-intro: For the information of the public we give below the chief instruments on which Stamps have been affixed with the value thereof :—: [574, 55, 737, 83]
- flowers-heading: FLOWERS.: [453, 907, 497, 917]
- duty-pence: 0: [733, 453, 737, 463]
- story-paragraph: Fortunately one of the servants of the place came in sight before the dogs had reached the stranger, and called them back; but waited until Pinto came up.: [204, 1036, 376, 1079]
- ad-item: New Feathers, Flowers, Hat Ornaments, Prints, Calicoes, Sheeting, Counterpanes, Toilets, Quilts, Antimaccassars, Toilet Covers, Damasks, Window Muslins, Window Hollands, Hosiery, Stays, Crinolines, white and colored Table Covers, Unbleached Hollands, a large lot of Tweeds and Mantle Cloths, Haberdashery, in great variety.: [759, 492, 911, 604]
